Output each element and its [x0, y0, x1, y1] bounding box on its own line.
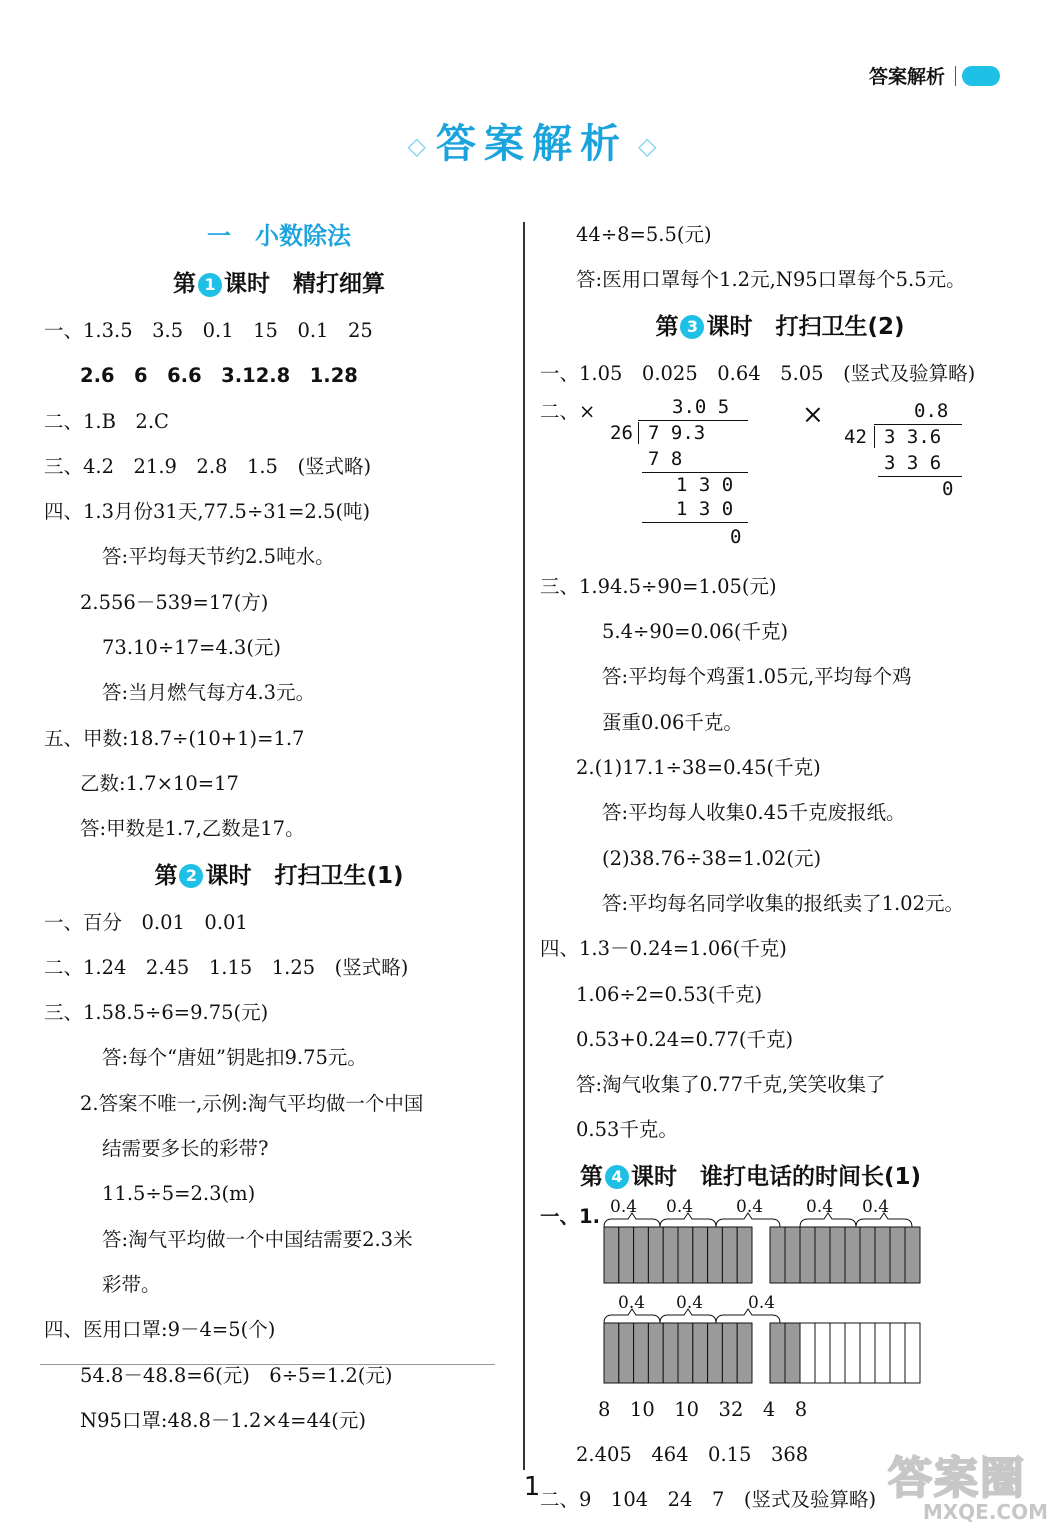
bar-cell: [875, 1323, 890, 1383]
answer-line: 答:平均每天节约2.5吨水。: [102, 545, 335, 569]
top-label: 0.4: [610, 1196, 638, 1217]
header-pill-icon: [962, 66, 1000, 86]
bar-cell: [890, 1323, 905, 1383]
bar-block-top: [604, 1227, 920, 1283]
answer-line: 答:平均每人收集0.45千克废报纸。: [602, 801, 906, 825]
answer-line: 一、百分 0.01 0.01: [44, 910, 248, 934]
answer-line: 答:甲数是1.7,乙数是17。: [80, 817, 305, 841]
answer-line: 蛋重0.06千克。: [602, 710, 743, 734]
quotient: 3.0 5: [672, 395, 730, 418]
bar-cell: [678, 1227, 693, 1283]
bar-cell: [604, 1323, 619, 1383]
bar-cell: [800, 1323, 815, 1383]
answer-line: 彩带。: [102, 1272, 161, 1296]
answer-line: 0.53+0.24=0.77(千克): [576, 1027, 794, 1051]
bar-cell: [663, 1227, 678, 1283]
lesson-title: 课时 精打细算: [224, 271, 385, 297]
diagram-svg: [600, 1201, 1010, 1387]
answer-line: 5.4÷90=0.06(千克): [602, 620, 789, 644]
division-bracket: [638, 422, 639, 444]
right-column: [540, 212, 1020, 1523]
answer-line: 11.5÷5=2.3(m): [102, 1182, 256, 1206]
bar-cell: [875, 1227, 890, 1283]
bar-cell: [815, 1227, 830, 1283]
cross-mark-icon: ×: [802, 399, 824, 430]
lesson-4-heading: [540, 1153, 1020, 1201]
bar-cell: [678, 1323, 693, 1383]
bar-cell: [800, 1227, 815, 1283]
answer-line: 2.答案不唯一,示例:淘气平均做一个中国: [80, 1091, 424, 1115]
dividend: 7 9.3: [648, 421, 706, 444]
lesson-title: 课时 谁打电话的时间长(1): [631, 1163, 922, 1190]
top-label: 0.4: [736, 1196, 764, 1217]
ornament-left-icon: ◇: [407, 132, 426, 160]
top-label: 0.4: [862, 1196, 890, 1217]
answer-line: 一、1.3.5 3.5 0.1 15 0.1 25: [44, 319, 373, 342]
subtract-line: [878, 476, 962, 477]
bar-cell: [619, 1227, 634, 1283]
bar-cell: [890, 1227, 905, 1283]
long-division-block: [540, 396, 1020, 564]
answer-line: 1.06÷2=0.53(千克): [576, 982, 763, 1006]
bar-cell: [708, 1227, 723, 1283]
answer-line: 二、1.24 2.45 1.15 1.25 (竖式略): [44, 955, 409, 979]
lesson-prefix: 第: [655, 313, 679, 340]
bar-cell: [648, 1227, 663, 1283]
subtrahend: 7 8: [648, 447, 683, 470]
bar-cell: [845, 1323, 860, 1383]
answer-line: 二、1.B 2.C: [44, 409, 169, 433]
answer-line: 2.6 6 6.6 3.12.8 1.28: [80, 364, 358, 388]
bar-cell: [737, 1323, 752, 1383]
answer-line: 三、1.94.5÷90=1.05(元): [540, 574, 777, 598]
answer-line: 54.8－48.8=6(元) 6÷5=1.2(元): [80, 1363, 393, 1387]
division-bracket: [874, 426, 875, 448]
answer-line: 答:平均每名同学收集的报纸卖了1.02元。: [602, 891, 964, 915]
dividend: 3 3.6: [884, 425, 942, 448]
answer-line: 2.(1)17.1÷38=0.45(千克): [576, 756, 821, 780]
bar-cell: [648, 1323, 663, 1383]
answer-line: 答:淘气收集了0.77千克,笑笑收集了: [576, 1073, 886, 1097]
bar-cell: [830, 1323, 845, 1383]
lesson-prefix: 第: [154, 862, 178, 889]
bar-cell: [722, 1323, 737, 1383]
answer-line: N95口罩:48.8－1.2×4=44(元): [80, 1408, 366, 1432]
answer-line: 一、1.05 0.025 0.64 5.05 (竖式及验算略): [540, 361, 976, 385]
answer-line: 四、医用口罩:9－4=5(个): [44, 1318, 276, 1342]
answer-line: 答:医用口罩每个1.2元,N95口罩每个5.5元。: [576, 268, 966, 292]
division-bar: [874, 424, 962, 425]
lesson-2-heading: [44, 852, 514, 900]
divisor: 42: [844, 425, 867, 448]
top-label: 0.4: [666, 1196, 694, 1217]
bar-cell: [815, 1323, 830, 1383]
column-divider: [523, 222, 525, 1470]
bottom-label: 0.4: [618, 1292, 646, 1313]
lesson-number-badge: 3: [680, 315, 704, 339]
answer-line: 2.405 464 0.15 368: [576, 1443, 809, 1467]
answer-line: 答:淘气平均做一个中国结需要2.3米: [102, 1227, 413, 1251]
bar-block-bottom: [604, 1323, 920, 1383]
bar-cell: [619, 1323, 634, 1383]
subtract-line: [642, 522, 748, 523]
bar-diagram: [540, 1196, 1020, 1387]
bar-cell: [785, 1227, 800, 1283]
answer-line: 答:当月燃气每方4.3元。: [102, 681, 316, 705]
lesson-title: 课时 打扫卫生(2): [706, 313, 905, 340]
remainder: 0: [942, 477, 954, 500]
answer-line: 二、9 104 24 7 (竖式及验算略): [540, 1488, 877, 1512]
answer-line: 五、甲数:18.7÷(10+1)=1.7: [44, 726, 305, 750]
bar-cell: [905, 1323, 920, 1383]
bar-cell: [860, 1323, 875, 1383]
bar-cell: [693, 1323, 708, 1383]
section-title: 一 小数除法: [207, 222, 351, 250]
bottom-label: 0.4: [748, 1292, 776, 1313]
lesson-1-heading: [44, 260, 514, 308]
ornament-right-icon: ◇: [638, 132, 657, 160]
answer-line: 8 10 10 32 4 8: [598, 1397, 808, 1421]
subtract-line: [642, 472, 748, 473]
left-column: [44, 212, 514, 1443]
title-text: 答案解析: [436, 121, 628, 167]
answer-line: 答:每个“唐妞”钥匙扣9.75元。: [102, 1046, 367, 1070]
answer-line: 乙数:1.7×10=17: [80, 771, 239, 795]
answer-line: 三、4.2 21.9 2.8 1.5 (竖式略): [44, 454, 372, 478]
diagram-lead: 一、1.: [540, 1204, 600, 1228]
answer-line: 四、1.3－0.24=1.06(千克): [540, 937, 787, 961]
bar-cell: [634, 1227, 649, 1283]
bar-cell: [634, 1323, 649, 1383]
lesson-3-heading: [540, 303, 1020, 351]
lesson-number-badge: 4: [605, 1165, 629, 1189]
page-number: 1: [523, 1472, 541, 1502]
bar-cell: [693, 1227, 708, 1283]
answer-line: 44÷8=5.5(元): [576, 223, 712, 246]
subtrahend: 3 3 6: [884, 451, 942, 474]
lesson-title: 课时 打扫卫生(1): [205, 862, 404, 889]
answer-line: 结需要多长的彩带?: [102, 1137, 269, 1161]
remainder: 0: [730, 525, 742, 548]
watermark-logo: [888, 1442, 1048, 1528]
answer-line: 四、1.3月份31天,77.5÷31=2.5(吨): [44, 500, 371, 524]
bar-cell: [770, 1227, 785, 1283]
answer-line: 2.556－539=17(方): [80, 590, 269, 614]
answer-line: 0.53千克。: [576, 1118, 678, 1142]
long-division-1: [602, 396, 762, 564]
bar-cell: [845, 1227, 860, 1283]
subtrahend: 1 3 0: [676, 497, 734, 520]
lesson-number-badge: 2: [179, 864, 203, 888]
watermark-text: 答案圈: [888, 1453, 1026, 1504]
bar-cell: [737, 1227, 752, 1283]
top-label: 0.4: [806, 1196, 834, 1217]
bar-cell: [604, 1227, 619, 1283]
answer-line: 二、×: [540, 399, 596, 423]
long-division-2: [842, 400, 972, 510]
divisor: 26: [610, 421, 633, 444]
bottom-label: 0.4: [676, 1292, 704, 1313]
bar-cell: [722, 1227, 737, 1283]
answer-line: 答:平均每个鸡蛋1.05元,平均每个鸡: [602, 665, 912, 689]
bar-cell: [708, 1323, 723, 1383]
page-header: [869, 62, 1000, 89]
answer-line: 三、1.58.5÷6=9.75(元): [44, 1001, 269, 1025]
bar-cell: [860, 1227, 875, 1283]
bar-cell: [663, 1323, 678, 1383]
answer-line: 73.10÷17=4.3(元): [102, 636, 282, 660]
quotient: 0.8: [914, 399, 949, 422]
lesson-number-badge: 1: [198, 273, 222, 297]
lesson-prefix: 第: [173, 271, 196, 297]
page-title: [0, 112, 1064, 169]
watermark-url: MXQE.COM: [922, 1500, 1048, 1524]
bar-cell: [905, 1227, 920, 1283]
remainder-step: 1 3 0: [676, 473, 734, 496]
bar-cell: [770, 1323, 785, 1383]
lesson-prefix: 第: [580, 1163, 603, 1190]
header-label: 答案解析: [868, 66, 945, 88]
bar-cell: [830, 1227, 845, 1283]
bar-cell: [785, 1323, 800, 1383]
division-bar: [638, 420, 748, 421]
header-separator: [955, 66, 956, 86]
answer-line: (2)38.76÷38=1.02(元): [602, 846, 822, 870]
